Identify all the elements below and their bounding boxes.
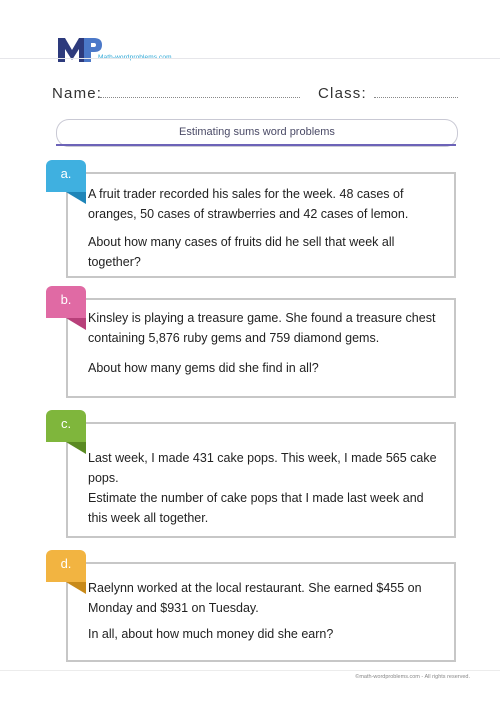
question-box-d <box>66 562 456 662</box>
title-underline <box>56 144 456 146</box>
question-d-text <box>88 578 444 618</box>
tab-fold-a <box>66 192 86 204</box>
question-b-line: containing 5,876 ruby gems and 759 diamond gems. <box>88 331 380 345</box>
label-tab-b <box>46 286 86 318</box>
question-a-line: oranges, 50 cases of strawberries and 42 cases of lemon. <box>88 207 409 221</box>
question-b-line: Kinsley is playing a treasure game. She found a treasure chest <box>88 311 436 325</box>
question-c-prompt <box>88 488 444 528</box>
name-field[interactable] <box>100 97 300 98</box>
question-letter-d: d. <box>60 556 72 571</box>
question-d-prompt-line: In all, about how much money did she earn? <box>88 627 334 641</box>
question-box-a <box>66 172 456 278</box>
question-letter-b: b. <box>60 292 72 307</box>
name-label: Name: <box>52 85 103 102</box>
question-c-prompt-line: this week all together. <box>88 511 209 525</box>
question-a-text <box>88 184 444 224</box>
question-d-line: Monday and $931 on Tuesday. <box>88 601 259 615</box>
question-c-prompt-line: Estimate the number of cake pops that I made last week and <box>88 491 424 505</box>
question-box-b <box>66 298 456 398</box>
worksheet-title: Estimating sums word problems <box>179 126 335 138</box>
question-d-line: Raelynn worked at the local restaurant. She earned $455 on <box>88 581 422 595</box>
footer-divider <box>0 670 500 671</box>
question-letter-a: a. <box>60 166 72 181</box>
question-box-c <box>66 422 456 538</box>
question-a-prompt-line: About how many cases of fruits did he sell that week all <box>88 235 395 249</box>
class-label: Class: <box>318 85 367 102</box>
tab-fold-d <box>66 582 86 594</box>
question-d-prompt <box>88 624 444 644</box>
label-tab-a <box>46 160 86 192</box>
label-tab-d <box>46 550 86 582</box>
question-letter-c: c. <box>60 416 72 431</box>
tab-fold-c <box>66 442 86 454</box>
header-divider <box>0 58 500 59</box>
site-logo <box>58 36 188 66</box>
question-c-line: Last week, I made 431 cake pops. This week, I made 565 cake <box>88 451 437 465</box>
question-b-text <box>88 308 444 348</box>
tab-fold-b <box>66 318 86 330</box>
class-field[interactable] <box>374 97 458 98</box>
question-b-prompt-line: About how many gems did she find in all? <box>88 361 319 375</box>
footer-copyright: ©math-wordproblems.com - All rights reserved. <box>355 674 470 680</box>
question-a-prompt <box>88 232 444 272</box>
question-a-line: A fruit trader recorded his sales for the week. 48 cases of <box>88 187 404 201</box>
question-c-text <box>88 448 444 488</box>
worksheet-title-box <box>56 119 458 147</box>
student-fields <box>52 85 462 105</box>
question-b-prompt <box>88 358 444 378</box>
question-c-line: pops. <box>88 471 119 485</box>
question-a-prompt-line: together? <box>88 255 141 269</box>
label-tab-c <box>46 410 86 442</box>
